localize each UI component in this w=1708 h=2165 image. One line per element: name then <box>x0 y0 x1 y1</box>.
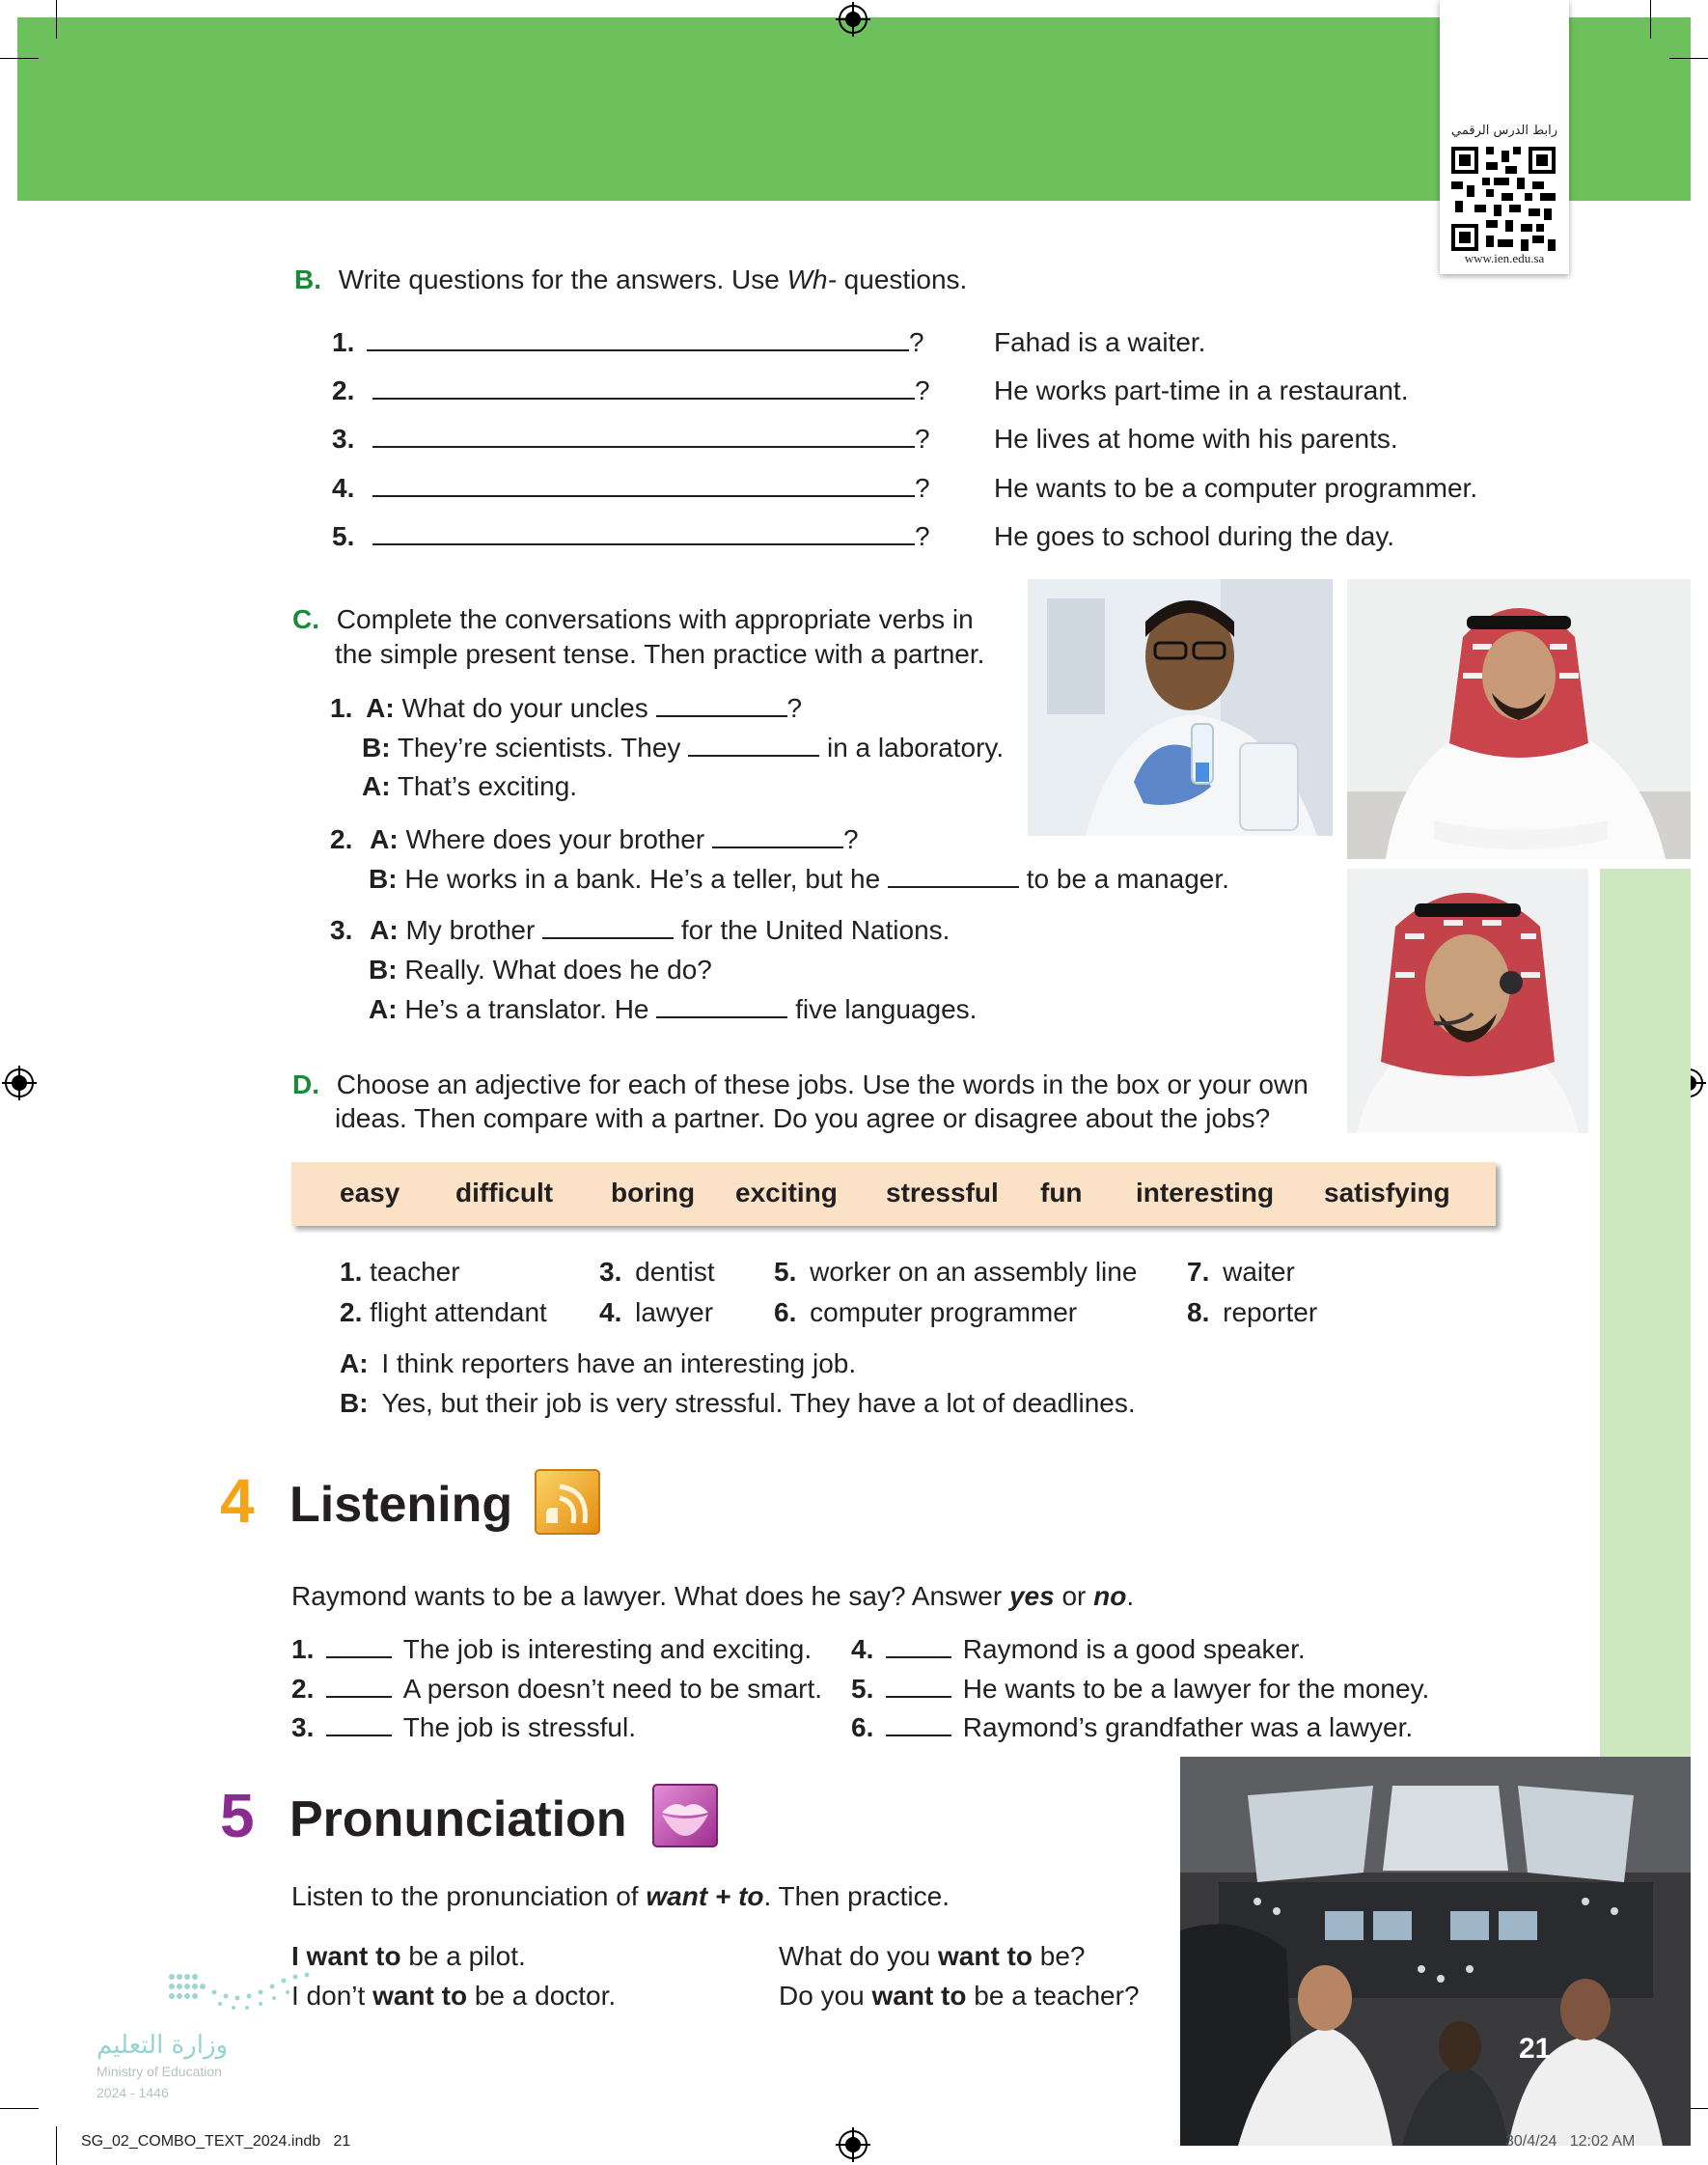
yes-no-blank[interactable] <box>886 1673 951 1698</box>
registration-mark-icon <box>836 2127 870 2162</box>
section-letter: D. <box>292 1069 319 1099</box>
verb-blank[interactable] <box>888 863 1019 888</box>
ministry-year: 2024 - 1446 <box>96 2085 169 2100</box>
listening-instruction: Raymond wants to be a lawyer. What does he say? Answer yes or no. <box>291 1581 1135 1611</box>
verb-blank[interactable] <box>542 914 674 939</box>
list-item: 2. ? <box>332 375 930 405</box>
side-decoration <box>1600 869 1691 1757</box>
qr-code-icon[interactable] <box>1451 147 1556 251</box>
conv1-line3: A: That’s exciting. <box>362 771 578 801</box>
registration-mark-icon <box>2 1066 37 1100</box>
page-number: 21 <box>1519 2033 1552 2065</box>
scientist-photo <box>1028 579 1333 836</box>
answer-blank[interactable] <box>372 423 915 448</box>
crop-mark <box>0 2108 39 2109</box>
conv2-line2: B: He works in a bank. He’s a teller, but he to be a manager. <box>369 864 1229 894</box>
conv1-line1: 1. A: What do your uncles ? <box>330 693 803 723</box>
list-item: 3. ? <box>332 424 930 454</box>
answer-text: He lives at home with his parents. <box>994 424 1398 454</box>
conv2-line1: 2. A: Where does your brother ? <box>330 824 859 854</box>
man-with-headset-photo <box>1347 869 1588 1133</box>
verb-blank[interactable] <box>688 732 819 757</box>
answer-text: He goes to school during the day. <box>994 521 1395 551</box>
answer-text: Fahad is a waiter. <box>994 327 1206 357</box>
cockpit-photo <box>1180 1757 1691 2146</box>
section-title: Listening <box>289 1477 513 1533</box>
list-item: 5. ? <box>332 521 930 551</box>
verb-blank[interactable] <box>656 692 787 717</box>
list-item: 6. Raymond’s grandfather was a lawyer. <box>851 1712 1414 1742</box>
yes-no-blank[interactable] <box>326 1633 392 1658</box>
yes-no-blank[interactable] <box>326 1673 392 1698</box>
pronunciation-example: I want to be a pilot. <box>291 1941 526 1971</box>
list-item: 1. ? <box>332 327 924 357</box>
crop-mark <box>0 58 39 59</box>
list-item: 5. worker on an assembly line <box>774 1257 1138 1287</box>
crop-mark <box>1650 0 1651 39</box>
answer-blank[interactable] <box>372 472 915 497</box>
section-b-instruction: B. Write questions for the answers. Use Wh- questions. <box>294 264 968 294</box>
word-chip[interactable]: satisfying <box>1324 1178 1450 1207</box>
pronunciation-example: I don’t want to be a doctor. <box>291 1981 617 2011</box>
ministry-logo-icon <box>166 1969 320 2019</box>
crop-mark <box>56 2126 57 2165</box>
qr-url[interactable]: www.ien.edu.sa <box>1464 251 1545 265</box>
list-item: 3. dentist <box>599 1257 715 1287</box>
word-chip[interactable]: difficult <box>455 1178 554 1207</box>
answer-blank[interactable] <box>372 520 915 545</box>
conv1-line2: B: They’re scientists. They in a laboratory. <box>362 733 1005 763</box>
answer-blank[interactable] <box>372 375 915 400</box>
example-line-b: B: Yes, but their job is very stressful. They have a lot of deadlines. <box>340 1388 1136 1418</box>
section-c-instruction-line2: the simple present tense. Then practice with a partner. <box>335 639 985 669</box>
answer-text: He wants to be a computer programmer. <box>994 473 1478 503</box>
list-item: 7. waiter <box>1187 1257 1295 1287</box>
conv3-line2: B: Really. What does he do? <box>369 955 712 985</box>
section-letter: B. <box>294 264 321 294</box>
section-letter: C. <box>292 604 319 634</box>
list-item: 5. He wants to be a lawyer for the money. <box>851 1674 1430 1704</box>
list-item: 1. teacher <box>340 1257 460 1287</box>
verb-blank[interactable] <box>712 823 843 848</box>
crop-mark <box>1669 58 1708 59</box>
section-number: 4 <box>220 1466 255 1536</box>
answer-blank[interactable] <box>367 326 909 351</box>
conv3-line1: 3. A: My brother for the United Nations. <box>330 915 950 945</box>
word-chip[interactable]: stressful <box>886 1178 999 1207</box>
list-item: 8. reporter <box>1187 1297 1318 1327</box>
section-number: 5 <box>220 1781 255 1850</box>
pronunciation-instruction: Listen to the pronunciation of want + to. Then practice. <box>291 1881 950 1911</box>
list-item: 4. lawyer <box>599 1297 714 1327</box>
pronunciation-example: Do you want to be a teacher? <box>779 1981 1140 2011</box>
list-item: 2. A person doesn’t need to be smart. <box>291 1674 823 1704</box>
word-chip[interactable]: fun <box>1040 1178 1083 1207</box>
answer-text: He works part-time in a restaurant. <box>994 375 1409 405</box>
man-in-thobe-photo <box>1347 579 1691 859</box>
yes-no-blank[interactable] <box>886 1711 951 1736</box>
qr-title: رابط الدرس الرقمي <box>1451 124 1557 138</box>
word-chip[interactable]: boring <box>611 1178 696 1207</box>
conv3-line3: A: He’s a translator. He five languages. <box>369 994 978 1024</box>
list-item: 6. computer programmer <box>774 1297 1078 1327</box>
audio-icon[interactable] <box>535 1469 600 1535</box>
verb-blank[interactable] <box>656 993 787 1018</box>
list-item: 4. Raymond is a good speaker. <box>851 1634 1306 1664</box>
registration-mark-icon <box>836 2 870 37</box>
list-item: 1. The job is interesting and exciting. <box>291 1634 813 1664</box>
example-line-a: A: I think reporters have an interesting job. <box>340 1348 857 1378</box>
list-item: 2. flight attendant <box>340 1297 547 1327</box>
lips-icon[interactable] <box>652 1784 718 1847</box>
yes-no-blank[interactable] <box>886 1633 951 1658</box>
section-title: Pronunciation <box>289 1791 627 1847</box>
yes-no-blank[interactable] <box>326 1711 392 1736</box>
section-d-instruction-line2: ideas. Then compare with a partner. Do you agree or disagree about the jobs? <box>335 1103 1271 1133</box>
ministry-name-en: Ministry of Education <box>96 2064 222 2079</box>
list-item: 4. ? <box>332 473 930 503</box>
ministry-name-ar: وزارة التعليم <box>96 2031 229 2060</box>
word-chip[interactable]: exciting <box>735 1178 838 1207</box>
section-d-instruction-line1: D. Choose an adjective for each of these jobs. Use the words in the box or your own <box>292 1069 1309 1099</box>
section-c-instruction-line1: C. Complete the conversations with appropriate verbs in <box>292 604 974 634</box>
file-name: SG_02_COMBO_TEXT_2024.indb 21 <box>81 2133 351 2150</box>
timestamp: 30/4/24 12:02 AM <box>1505 2133 1636 2150</box>
pronunciation-example: What do you want to be? <box>779 1941 1086 1971</box>
word-chip[interactable]: easy <box>340 1178 400 1207</box>
word-box <box>291 1162 1496 1226</box>
crop-mark <box>56 0 57 39</box>
list-item: 3. The job is stressful. <box>291 1712 636 1742</box>
word-chip[interactable]: interesting <box>1136 1178 1275 1207</box>
